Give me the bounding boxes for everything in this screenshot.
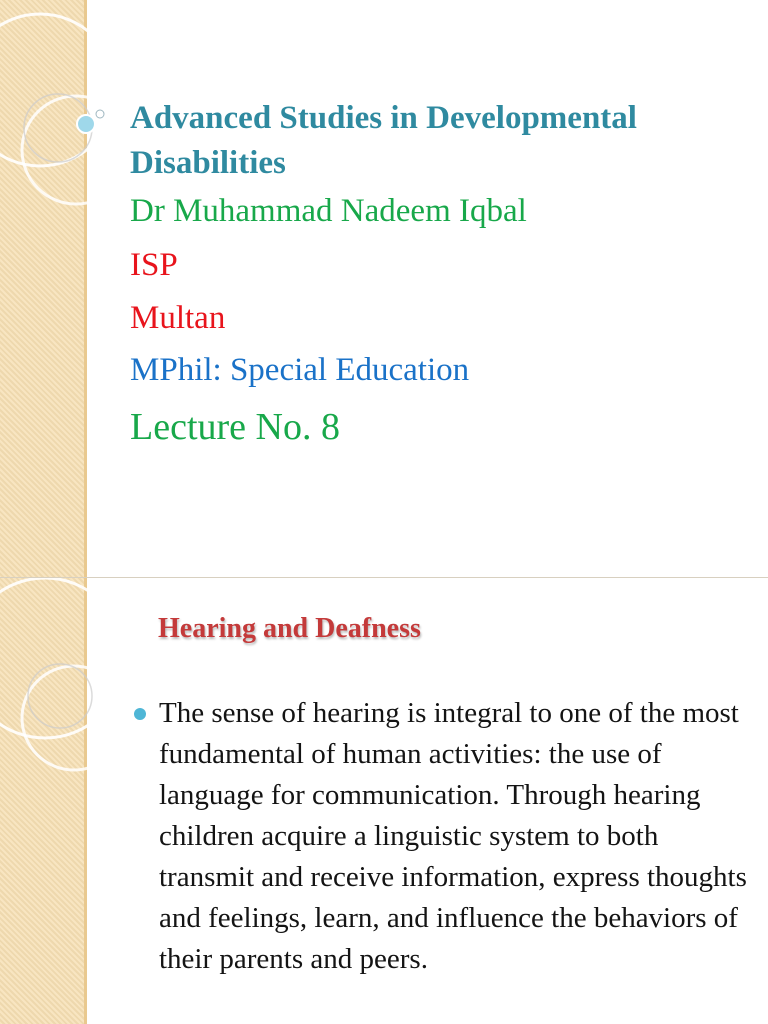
author-name: Dr Muhammad Nadeem Iqbal: [130, 193, 527, 229]
decorative-rings-icon: [0, 0, 200, 578]
program-name: MPhil: Special Education: [130, 352, 470, 388]
section-heading: Hearing and Deafness: [158, 613, 421, 644]
bullet-text: The sense of hearing is integral to one of the most fundamental of human activities: the use of language for communication. Through hearing children acquire a linguistic system to both transmit and receive information, express thoughts and feelings, learn, and influence the behaviors of their parents and peers.: [159, 697, 747, 975]
institution-name: ISP: [130, 247, 178, 283]
content-slide: [0, 578, 768, 1024]
bullet-icon: [134, 708, 146, 720]
city-name: Multan: [130, 300, 226, 336]
lecture-number: Lecture No. 8: [130, 406, 340, 448]
slide-title: Advanced Studies in Developmental Disabilities: [130, 100, 637, 181]
